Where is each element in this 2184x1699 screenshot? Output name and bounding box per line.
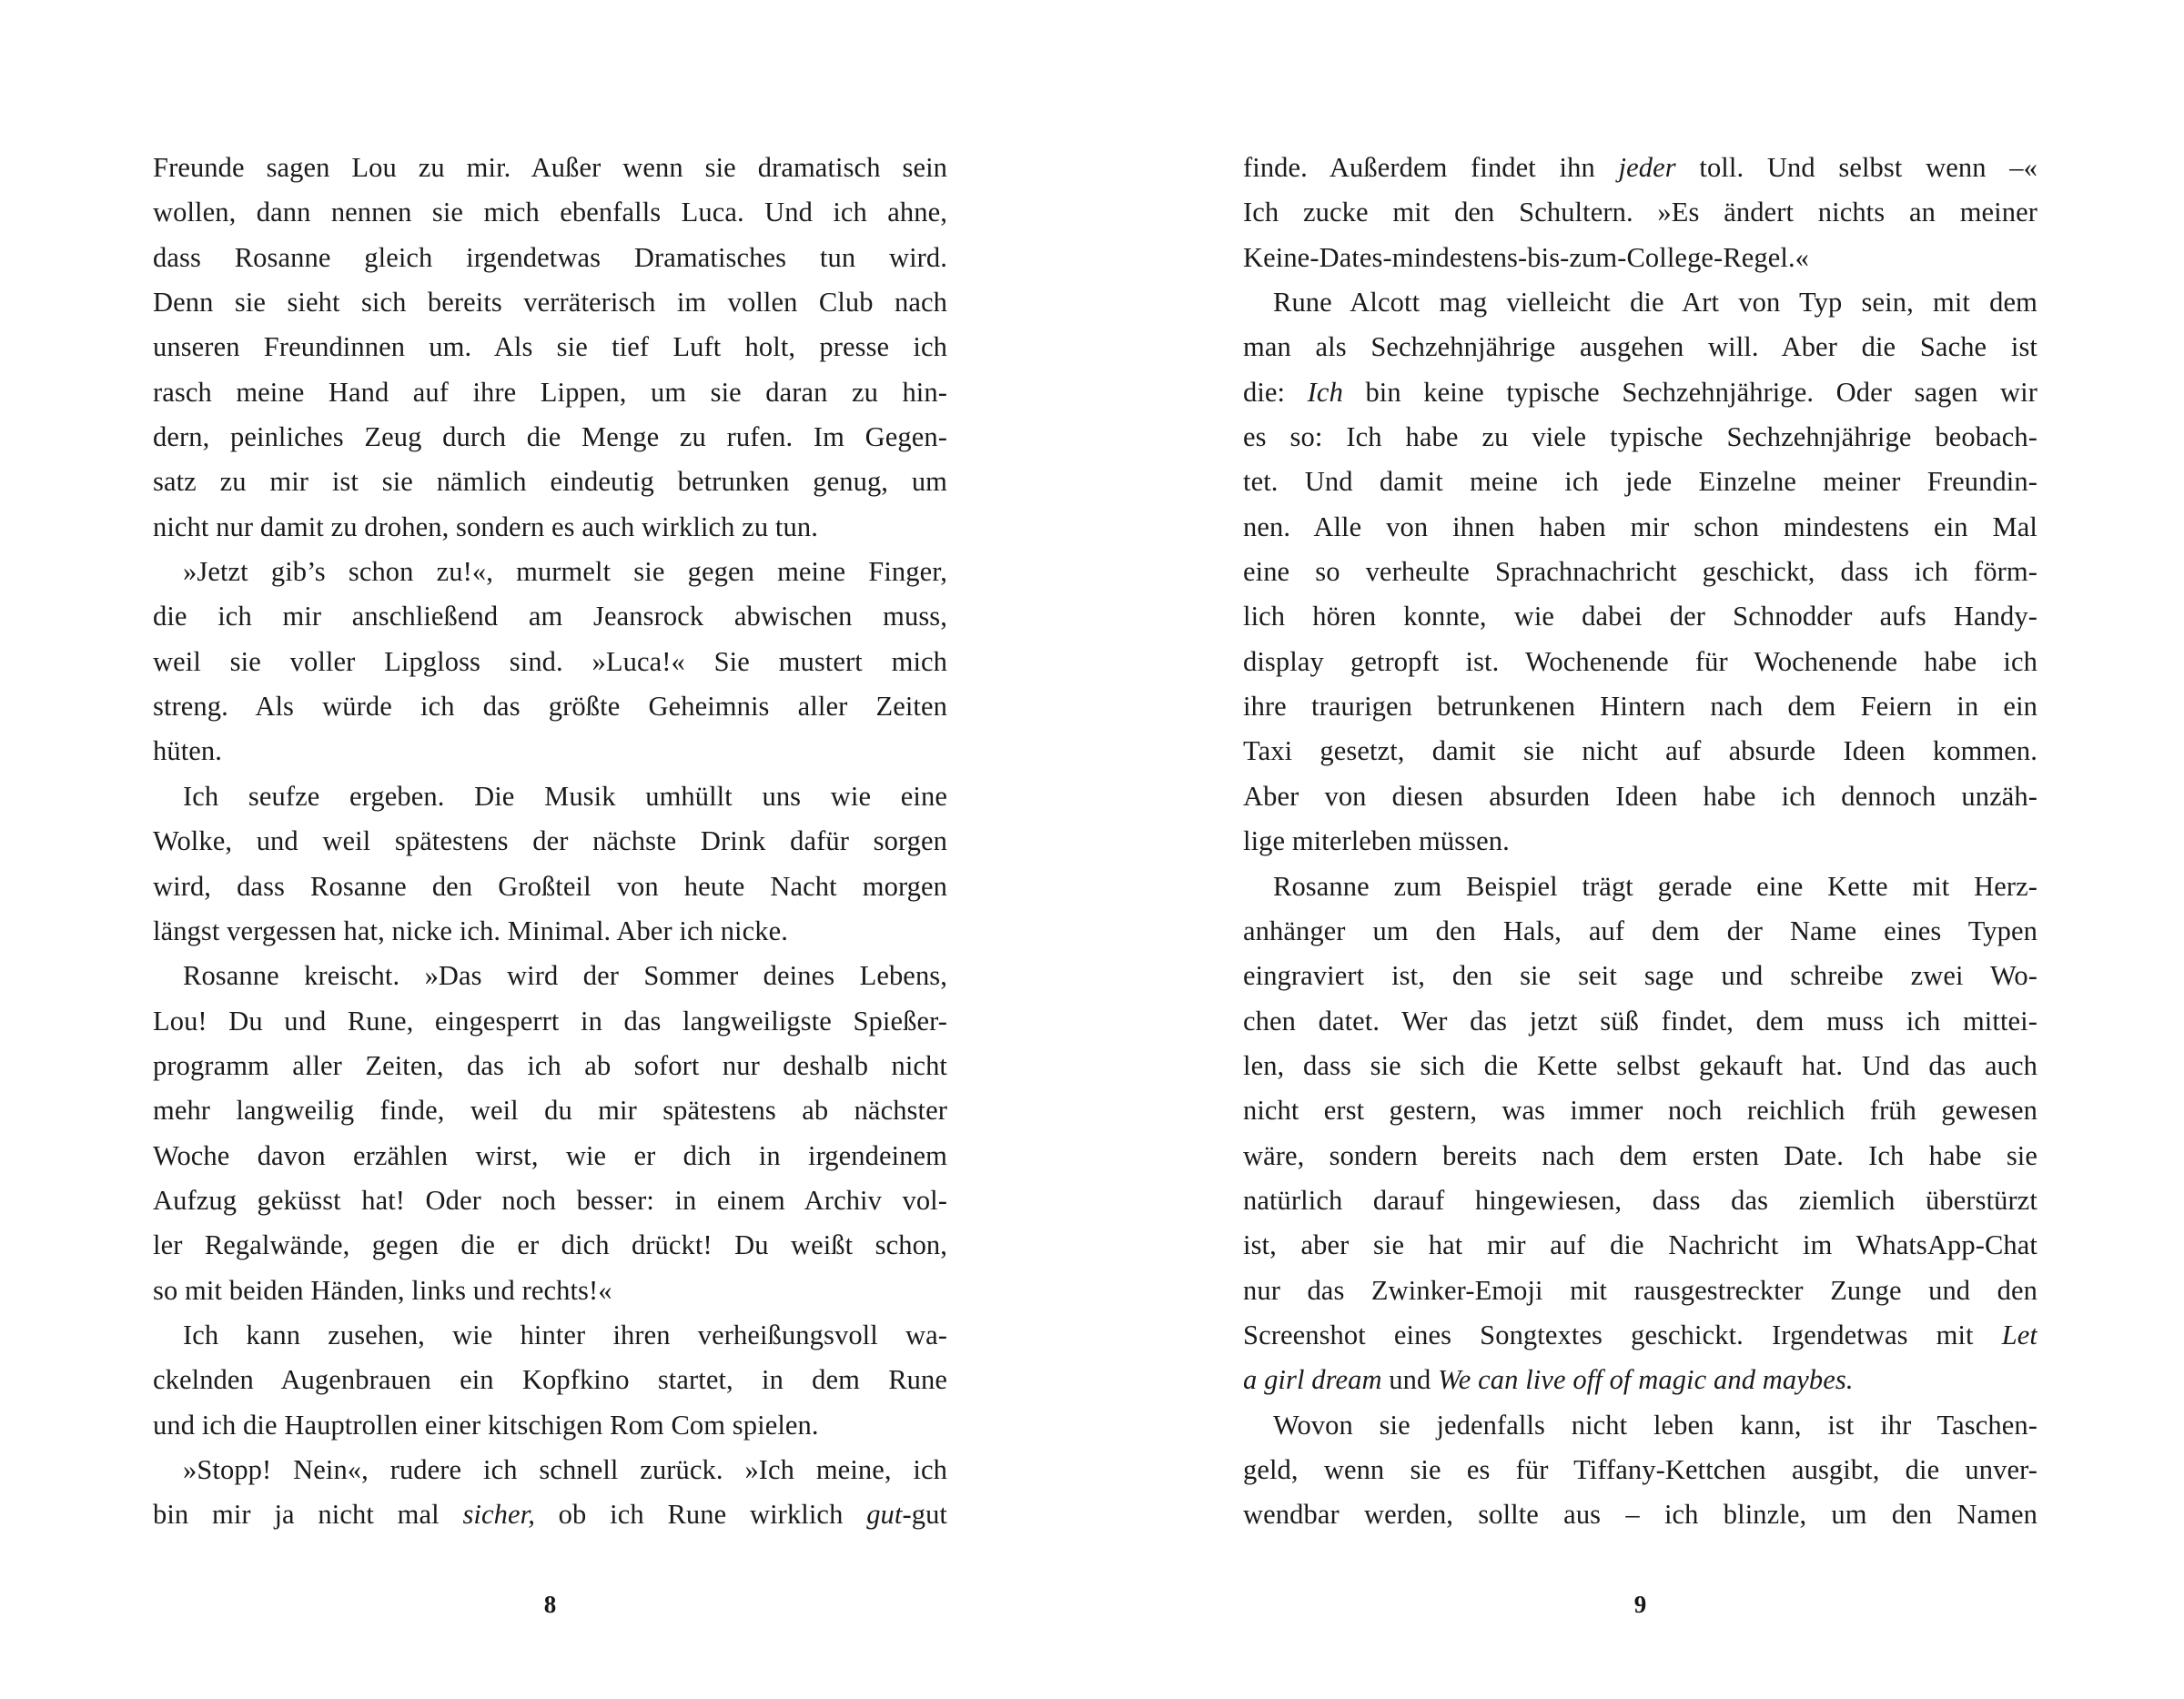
text-line bbox=[153, 774, 947, 819]
text-segment: Ich kann zusehen, wie hinter ihren verheißungsvoll wa- bbox=[183, 1319, 947, 1350]
text-segment: Rune Alcott mag vielleicht die Art von Typ sein, mit dem bbox=[1273, 287, 2037, 319]
text-segment: weil sie voller Lipgloss sind. »Luca!« Sie mustert mich bbox=[153, 645, 947, 677]
text-segment: Aufzug geküsst hat! Oder noch besser: in einem Archiv vol- bbox=[153, 1184, 947, 1216]
text-segment: ler Regalwände, gegen die er dich drückt! Du weißt schon, bbox=[153, 1229, 947, 1261]
italic-text-segment: a girl dream bbox=[1243, 1364, 1382, 1396]
text-line bbox=[153, 954, 947, 998]
text-line bbox=[1243, 1492, 2037, 1537]
text-line bbox=[1243, 1448, 2037, 1492]
text-line bbox=[153, 415, 947, 460]
text-line bbox=[1243, 684, 2037, 729]
page-number: 8 bbox=[543, 1591, 557, 1618]
text-line bbox=[1243, 1044, 2037, 1088]
text-line bbox=[153, 1313, 947, 1358]
text-line bbox=[153, 1044, 947, 1088]
text-line bbox=[153, 280, 947, 325]
text-segment: Ich zucke mit den Schultern. »Es ändert nichts an meiner bbox=[1243, 197, 2037, 228]
text-segment: unseren Freundinnen um. Als sie tief Luft holt, presse ich bbox=[153, 331, 947, 363]
text-line bbox=[1243, 1403, 2037, 1448]
text-line bbox=[153, 1088, 947, 1133]
text-line bbox=[153, 190, 947, 235]
text-block bbox=[1243, 146, 2037, 1538]
text-line bbox=[1243, 550, 2037, 594]
italic-text-segment: sicher, bbox=[462, 1499, 535, 1531]
text-segment: anhänger um den Hals, auf dem der Name eines Typen bbox=[1243, 915, 2037, 946]
text-segment: Denn sie sieht sich bereits verräterisch im vollen Club nach bbox=[153, 287, 947, 319]
text-segment: man als Sechzehnjährige ausgehen will. Aber die Sache ist bbox=[1243, 331, 2037, 363]
page-left bbox=[153, 146, 947, 1699]
text-segment: und bbox=[1381, 1364, 1439, 1396]
text-segment: Taxi gesetzt, damit sie nicht auf absurde Ideen kommen. bbox=[1243, 735, 2037, 767]
text-line bbox=[153, 1492, 947, 1537]
text-line bbox=[1243, 774, 2037, 819]
italic-text-segment: gut bbox=[866, 1499, 903, 1531]
text-line bbox=[153, 594, 947, 639]
text-line bbox=[153, 325, 947, 369]
text-line bbox=[153, 550, 947, 594]
text-segment: nen. Alle von ihnen haben mir schon mindestens ein Mal bbox=[1243, 511, 2037, 542]
text-segment: ist, aber sie hat mir auf die Nachricht im WhatsApp-Chat bbox=[1243, 1229, 2037, 1261]
text-line bbox=[1243, 1313, 2037, 1358]
text-segment: und ich die Hauptrollen einer kitschigen Rom Com spielen. bbox=[153, 1409, 819, 1441]
text-line bbox=[153, 1134, 947, 1178]
text-segment: Screenshot eines Songtextes geschickt. Irgendetwas mit bbox=[1243, 1319, 2002, 1350]
text-segment: len, dass sie sich die Kette selbst gekauft hat. Und das auch bbox=[1243, 1049, 2037, 1081]
text-line bbox=[153, 865, 947, 909]
text-segment: toll. Und selbst wenn –« bbox=[1675, 152, 2037, 183]
text-line bbox=[1243, 640, 2037, 684]
text-line bbox=[1243, 1088, 2037, 1133]
text-segment: tet. Und damit meine ich jede Einzelne meiner Freundin- bbox=[1243, 466, 2037, 498]
page-number: 9 bbox=[1633, 1591, 1647, 1618]
text-line bbox=[1243, 1223, 2037, 1268]
text-segment: Aber von diesen absurden Ideen habe ich dennoch unzäh- bbox=[1243, 780, 2037, 812]
text-segment: es so: Ich habe zu viele typische Sechzehnjährige beobach- bbox=[1243, 421, 2037, 453]
page-right bbox=[1243, 146, 2037, 1699]
text-segment: lige miterleben müssen. bbox=[1243, 825, 1510, 857]
text-line bbox=[1243, 370, 2037, 415]
text-segment: lich hören konnte, wie dabei der Schnodder aufs Handy- bbox=[1243, 601, 2037, 632]
text-line bbox=[153, 999, 947, 1044]
text-segment: dass Rosanne gleich irgendetwas Dramatisches tun wird. bbox=[153, 241, 947, 273]
text-segment: eine so verheulte Sprachnachricht geschickt, dass ich förm- bbox=[1243, 556, 2037, 588]
text-segment: natürlich darauf hingewiesen, dass das ziemlich überstürzt bbox=[1243, 1184, 2037, 1216]
text-segment: nicht erst gestern, was immer noch reichlich früh gewesen bbox=[1243, 1095, 2037, 1127]
text-line bbox=[153, 460, 947, 504]
text-segment: streng. Als würde ich das größte Geheimnis aller Zeiten bbox=[153, 691, 947, 723]
text-line bbox=[153, 1448, 947, 1492]
text-segment: geld, wenn sie es für Tiffany-Kettchen ausgibt, die unver- bbox=[1243, 1453, 2037, 1485]
text-segment: Rosanne zum Beispiel trägt gerade eine Kette mit Herz- bbox=[1273, 870, 2037, 902]
text-line bbox=[153, 1403, 947, 1448]
text-segment: ckelnden Augenbrauen ein Kopfkino startet, in dem Rune bbox=[153, 1364, 947, 1396]
text-segment: dern, peinliches Zeug durch die Menge zu rufen. Im Gegen- bbox=[153, 421, 947, 453]
text-line bbox=[153, 1223, 947, 1268]
text-segment: Freunde sagen Lou zu mir. Außer wenn sie dramatisch sein bbox=[153, 152, 947, 183]
text-line bbox=[1243, 1269, 2037, 1313]
text-line bbox=[153, 1358, 947, 1402]
text-line bbox=[1243, 190, 2037, 235]
text-line bbox=[1243, 1178, 2037, 1223]
text-segment: die: bbox=[1243, 376, 1308, 408]
text-segment: wollen, dann nennen sie mich ebenfalls Luca. Und ich ahne, bbox=[153, 197, 947, 228]
italic-text-segment: jeder bbox=[1618, 152, 1676, 183]
text-line bbox=[1243, 865, 2037, 909]
text-line bbox=[1243, 1358, 2037, 1402]
text-line bbox=[153, 640, 947, 684]
text-line bbox=[153, 1178, 947, 1223]
text-line bbox=[1243, 460, 2037, 504]
text-segment: nur das Zwinker-Emoji mit rausgestreckter Zunge und den bbox=[1243, 1274, 2037, 1306]
italic-text-segment: Ich bbox=[1307, 376, 1343, 408]
text-segment: programm aller Zeiten, das ich ab sofort nur deshalb nicht bbox=[153, 1049, 947, 1081]
text-line bbox=[1243, 954, 2037, 998]
text-segment: chen datet. Wer das jetzt süß findet, dem muss ich mittei- bbox=[1243, 1005, 2037, 1037]
text-line bbox=[1243, 729, 2037, 774]
text-line bbox=[1243, 819, 2037, 864]
text-segment: bin mir ja nicht mal bbox=[153, 1499, 463, 1531]
text-line bbox=[1243, 1134, 2037, 1178]
text-line bbox=[153, 909, 947, 954]
text-segment: ob ich Rune wirklich bbox=[534, 1499, 867, 1531]
text-line bbox=[153, 370, 947, 415]
text-segment: rasch meine Hand auf ihre Lippen, um sie daran zu hin- bbox=[153, 376, 947, 408]
text-line bbox=[1243, 999, 2037, 1044]
text-segment: längst vergessen hat, nicke ich. Minimal. Aber ich nicke. bbox=[153, 915, 788, 946]
text-line bbox=[153, 729, 947, 774]
text-line bbox=[1243, 909, 2037, 954]
text-segment: die ich mir anschließend am Jeansrock abwischen muss, bbox=[153, 601, 947, 632]
text-block bbox=[153, 146, 947, 1538]
text-segment: Ich seufze ergeben. Die Musik umhüllt uns wie eine bbox=[183, 780, 947, 812]
text-line bbox=[153, 146, 947, 190]
text-segment: nicht nur damit zu drohen, sondern es auch wirklich zu tun. bbox=[153, 511, 818, 542]
text-segment: »Stopp! Nein«, rudere ich schnell zurück. »Ich meine, ich bbox=[183, 1453, 947, 1485]
text-line bbox=[153, 819, 947, 864]
text-line bbox=[1243, 146, 2037, 190]
text-segment: Keine-Dates-mindestens-bis-zum-College-Regel.« bbox=[1243, 241, 1810, 273]
text-line bbox=[153, 684, 947, 729]
text-line bbox=[1243, 236, 2037, 280]
text-line bbox=[153, 505, 947, 550]
italic-text-segment: We can live off of magic and maybes. bbox=[1438, 1364, 1854, 1396]
italic-text-segment: Let bbox=[2001, 1319, 2037, 1350]
text-segment: bin keine typische Sechzehnjährige. Oder sagen wir bbox=[1342, 376, 2037, 408]
text-segment: ihre traurigen betrunkenen Hintern nach dem Feiern in ein bbox=[1243, 691, 2037, 723]
text-line bbox=[1243, 325, 2037, 369]
text-segment: wendbar werden, sollte aus – ich blinzle, um den Namen bbox=[1243, 1499, 2037, 1531]
text-segment: wird, dass Rosanne den Großteil von heute Nacht morgen bbox=[153, 870, 947, 902]
text-segment: display getropft ist. Wochenende für Wochenende habe ich bbox=[1243, 645, 2037, 677]
text-line bbox=[1243, 415, 2037, 460]
text-segment: eingraviert ist, den sie seit sage und schreibe zwei Wo- bbox=[1243, 960, 2037, 992]
text-segment: wäre, sondern bereits nach dem ersten Date. Ich habe sie bbox=[1243, 1139, 2037, 1171]
text-segment: mehr langweilig finde, weil du mir spätestens ab nächster bbox=[153, 1095, 947, 1127]
text-segment: so mit beiden Händen, links und rechts!« bbox=[153, 1274, 612, 1306]
text-segment: Wolke, und weil spätestens der nächste Drink dafür sorgen bbox=[153, 825, 947, 857]
text-segment: -gut bbox=[902, 1499, 947, 1531]
text-segment: Woche davon erzählen wirst, wie er dich in irgendeinem bbox=[153, 1139, 947, 1171]
text-line bbox=[153, 236, 947, 280]
text-line bbox=[153, 1269, 947, 1313]
text-line bbox=[1243, 280, 2037, 325]
text-line bbox=[1243, 594, 2037, 639]
text-segment: hüten. bbox=[153, 735, 222, 767]
text-segment: Wovon sie jedenfalls nicht leben kann, ist ihr Taschen- bbox=[1273, 1409, 2037, 1441]
text-segment: satz zu mir ist sie nämlich eindeutig betrunken genug, um bbox=[153, 466, 947, 498]
text-segment: »Jetzt gib’s schon zu!«, murmelt sie gegen meine Finger, bbox=[183, 556, 947, 588]
text-line bbox=[1243, 505, 2037, 550]
text-segment: Lou! Du und Rune, eingesperrt in das langweiligste Spießer- bbox=[153, 1005, 947, 1037]
text-segment: Rosanne kreischt. »Das wird der Sommer deines Lebens, bbox=[183, 960, 947, 992]
text-segment: finde. Außerdem findet ihn bbox=[1243, 152, 1619, 183]
